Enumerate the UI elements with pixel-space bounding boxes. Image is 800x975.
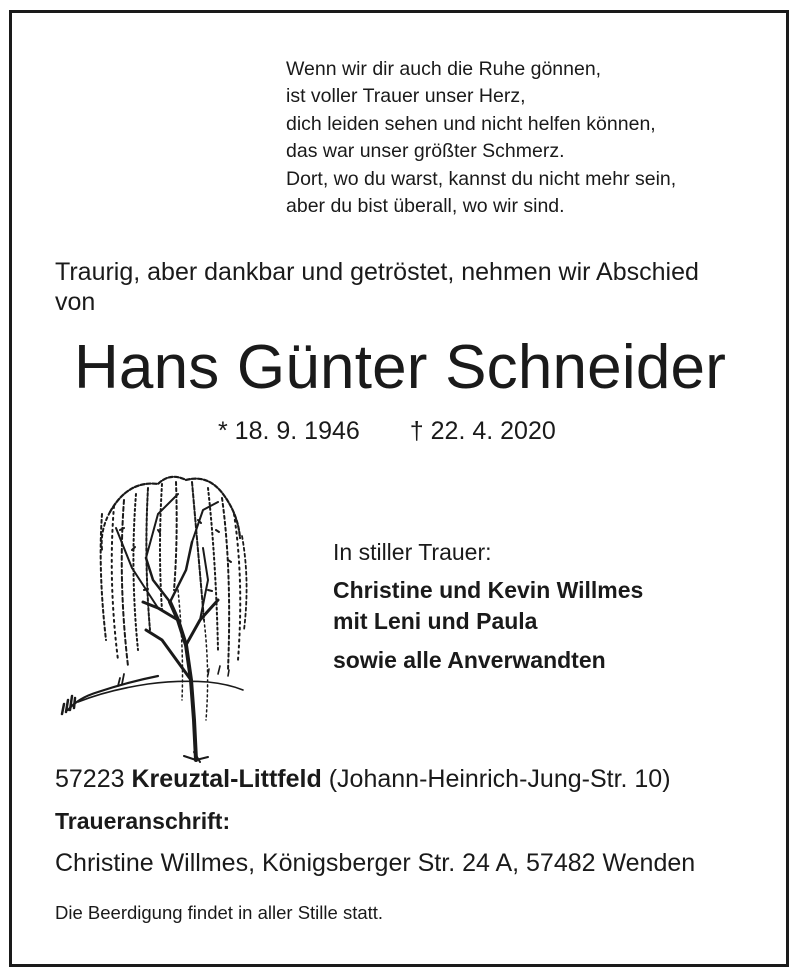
poem [286, 56, 676, 220]
family-names: Christine und Kevin Willmes [333, 577, 644, 603]
burial-note: Die Beerdigung findet in aller Stille statt. [55, 902, 384, 923]
poem-line: aber du bist überall, wo wir sind. [286, 195, 565, 218]
residence-address [55, 762, 671, 796]
city-name: Kreuztal-Littfeld [131, 765, 322, 793]
poem-line: Dort, wo du warst, kannst du nicht mehr sein, [286, 167, 677, 190]
zip-code: 57223 [55, 765, 125, 793]
mourning-address-label: Traueranschrift: [55, 808, 231, 834]
life-dates [218, 414, 556, 448]
birth-date: * 18. 9. 1946 [218, 417, 360, 445]
street-address: (Johann-Heinrich-Jung-Str. 10) [328, 765, 671, 793]
mourning-address: Christine Willmes, Königsberger Str. 24 A, 57482 Wenden [55, 849, 696, 877]
deceased-name: Hans Günter Schneider [73, 333, 727, 402]
poem-line: ist voller Trauer unser Herz, [286, 85, 526, 108]
mourners [333, 537, 643, 676]
poem-line: Wenn wir dir auch die Ruhe gönnen, [286, 58, 602, 80]
farewell-intro-line: Traurig, aber dankbar und getröstet, nehmen wir Abschied [55, 258, 699, 286]
other-relatives: sowie alle Anverwandten [333, 647, 606, 673]
mourners-label: In stiller Trauer: [333, 539, 492, 565]
farewell-intro [55, 257, 699, 317]
farewell-intro-line: von [55, 288, 96, 316]
weeping-willow-icon [58, 470, 258, 765]
poem-line: das war unser größter Schmerz. [286, 140, 565, 163]
family-names-children: mit Leni und Paula [333, 608, 538, 634]
poem-line: dich leiden sehen und nicht helfen können, [286, 112, 656, 135]
death-date: † 22. 4. 2020 [409, 417, 556, 445]
